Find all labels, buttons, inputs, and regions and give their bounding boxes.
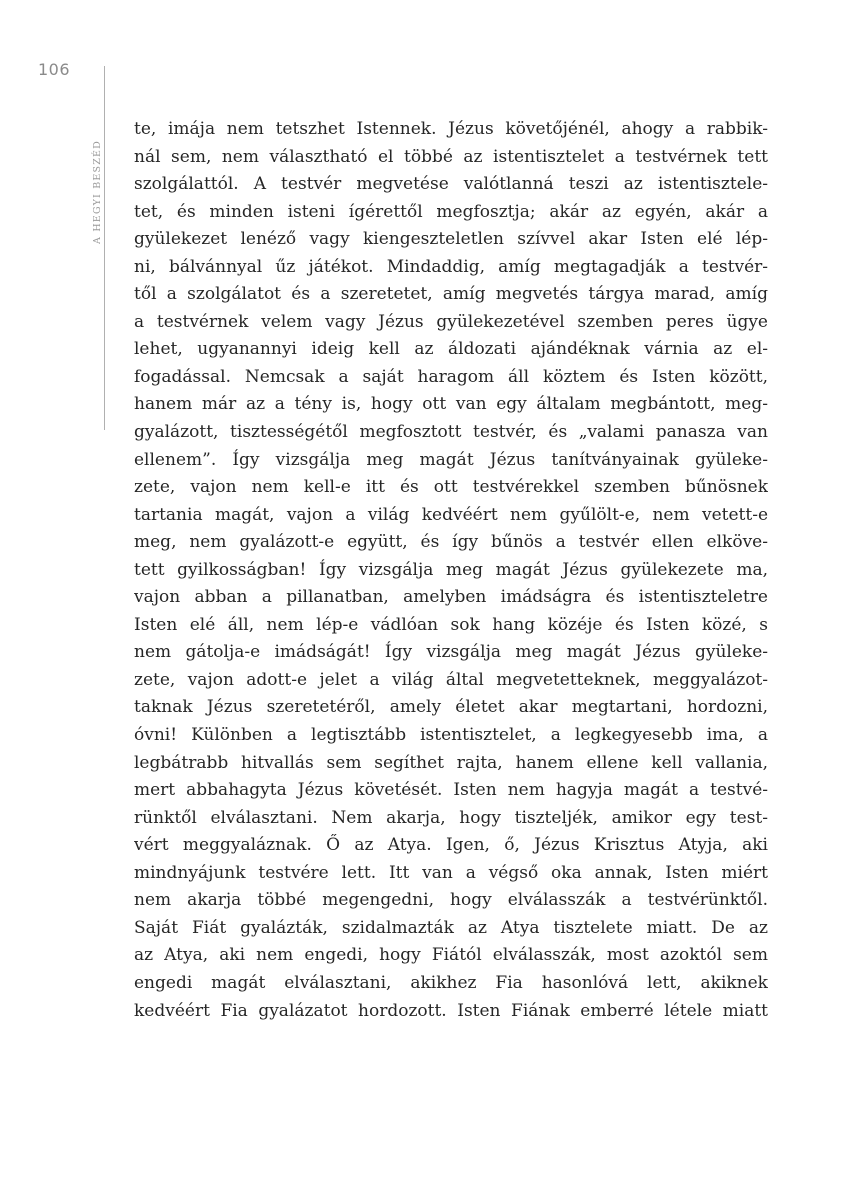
text-line: nem akarja többé megengedni, hogy elválasszák a testvérünktől. [134, 890, 768, 911]
text-line: mert abbahagyta Jézus követését. Isten nem hagyja magát a testvé- [134, 780, 768, 801]
text-line: zete, vajon adott-e jelet a világ által megvetetteknek, meggyalázot- [134, 669, 768, 690]
text-line: ellenem”. Így vizsgálja meg magát Jézus tanítványainak gyüleke- [134, 449, 768, 470]
text-line: szolgálattól. A testvér megvetése valótlanná teszi az istentisztele- [134, 174, 768, 195]
text-line: zete, vajon nem kell-e itt és ott testvérekkel szemben bűnösnek [134, 477, 768, 498]
text-line: meg, nem gyalázott-e együtt, és így bűnös a testvér ellen elköve- [134, 532, 768, 553]
text-line: ni, bálvánnyal űz játékot. Mindaddig, amíg megtagadják a testvér- [134, 256, 768, 277]
body-text [134, 116, 768, 1025]
text-line: nál sem, nem választható el többé az istentisztelet a testvérnek tett [134, 146, 768, 167]
text-line: lehet, ugyanannyi ideig kell az áldozati ajándéknak várnia az el- [134, 339, 768, 360]
text-line: kedvéért Fia gyalázatot hordozott. Isten Fiának emberré létele miatt [134, 1000, 768, 1021]
text-line: gyalázott, tisztességétől megfosztott testvér, és „valami panasza van [134, 422, 768, 443]
text-line: tartania magát, vajon a világ kedvéért nem gyűlölt-e, nem vetett-e [134, 504, 768, 525]
text-line: től a szolgálatot és a szeretetet, amíg megvetés tárgya marad, amíg [134, 284, 768, 305]
text-line: tet, és minden isteni ígérettől megfosztja; akár az egyén, akár a [134, 201, 768, 222]
text-line: legbátrabb hitvallás sem segíthet rajta, hanem ellene kell vallania, [134, 752, 768, 773]
running-head: A HEGYI BESZÉD [92, 140, 103, 244]
text-line: óvni! Különben a legtisztább istentisztelet, a legkegyesebb ima, a [134, 725, 768, 746]
page-number: 106 [38, 60, 71, 79]
text-line: Saját Fiát gyalázták, szidalmazták az Atya tisztelete miatt. De az [134, 917, 768, 938]
text-line: mindnyájunk testvére lett. Itt van a végső oka annak, Isten miért [134, 862, 768, 883]
text-line: nem gátolja-e imádságát! Így vizsgálja meg magát Jézus gyüleke- [134, 642, 768, 663]
text-line: a testvérnek velem vagy Jézus gyülekezetével szemben peres ügye [134, 311, 768, 332]
margin-rule [104, 66, 105, 430]
text-line: tett gyilkosságban! Így vizsgálja meg magát Jézus gyülekezete ma, [134, 559, 768, 580]
text-line: rünktől elválasztani. Nem akarja, hogy tiszteljék, amikor egy test- [134, 807, 768, 828]
text-line: gyülekezet lenéző vagy kiengeszteletlen szívvel akar Isten elé lép- [134, 229, 768, 250]
text-line: hanem már az a tény is, hogy ott van egy általam megbántott, meg- [134, 394, 768, 415]
text-line: az Atya, aki nem engedi, hogy Fiától elválasszák, most azoktól sem [134, 945, 768, 966]
text-line: engedi magát elválasztani, akikhez Fia hasonlóvá lett, akiknek [134, 972, 768, 993]
text-line: vajon abban a pillanatban, amelyben imádságra és istentiszteletre [134, 587, 768, 608]
text-line: Isten elé áll, nem lép-e vádlóan sok hang közéje és Isten közé, s [134, 614, 768, 635]
text-line: vért meggyaláznak. Ő az Atya. Igen, ő, Jézus Krisztus Atyja, aki [134, 835, 768, 856]
text-line: taknak Jézus szeretetéről, amely életet akar megtartani, hordozni, [134, 697, 768, 718]
text-line: fogadással. Nemcsak a saját haragom áll köztem és Isten között, [134, 366, 768, 387]
text-line: te, imája nem tetszhet Istennek. Jézus követőjénél, ahogy a rabbik- [134, 119, 768, 139]
